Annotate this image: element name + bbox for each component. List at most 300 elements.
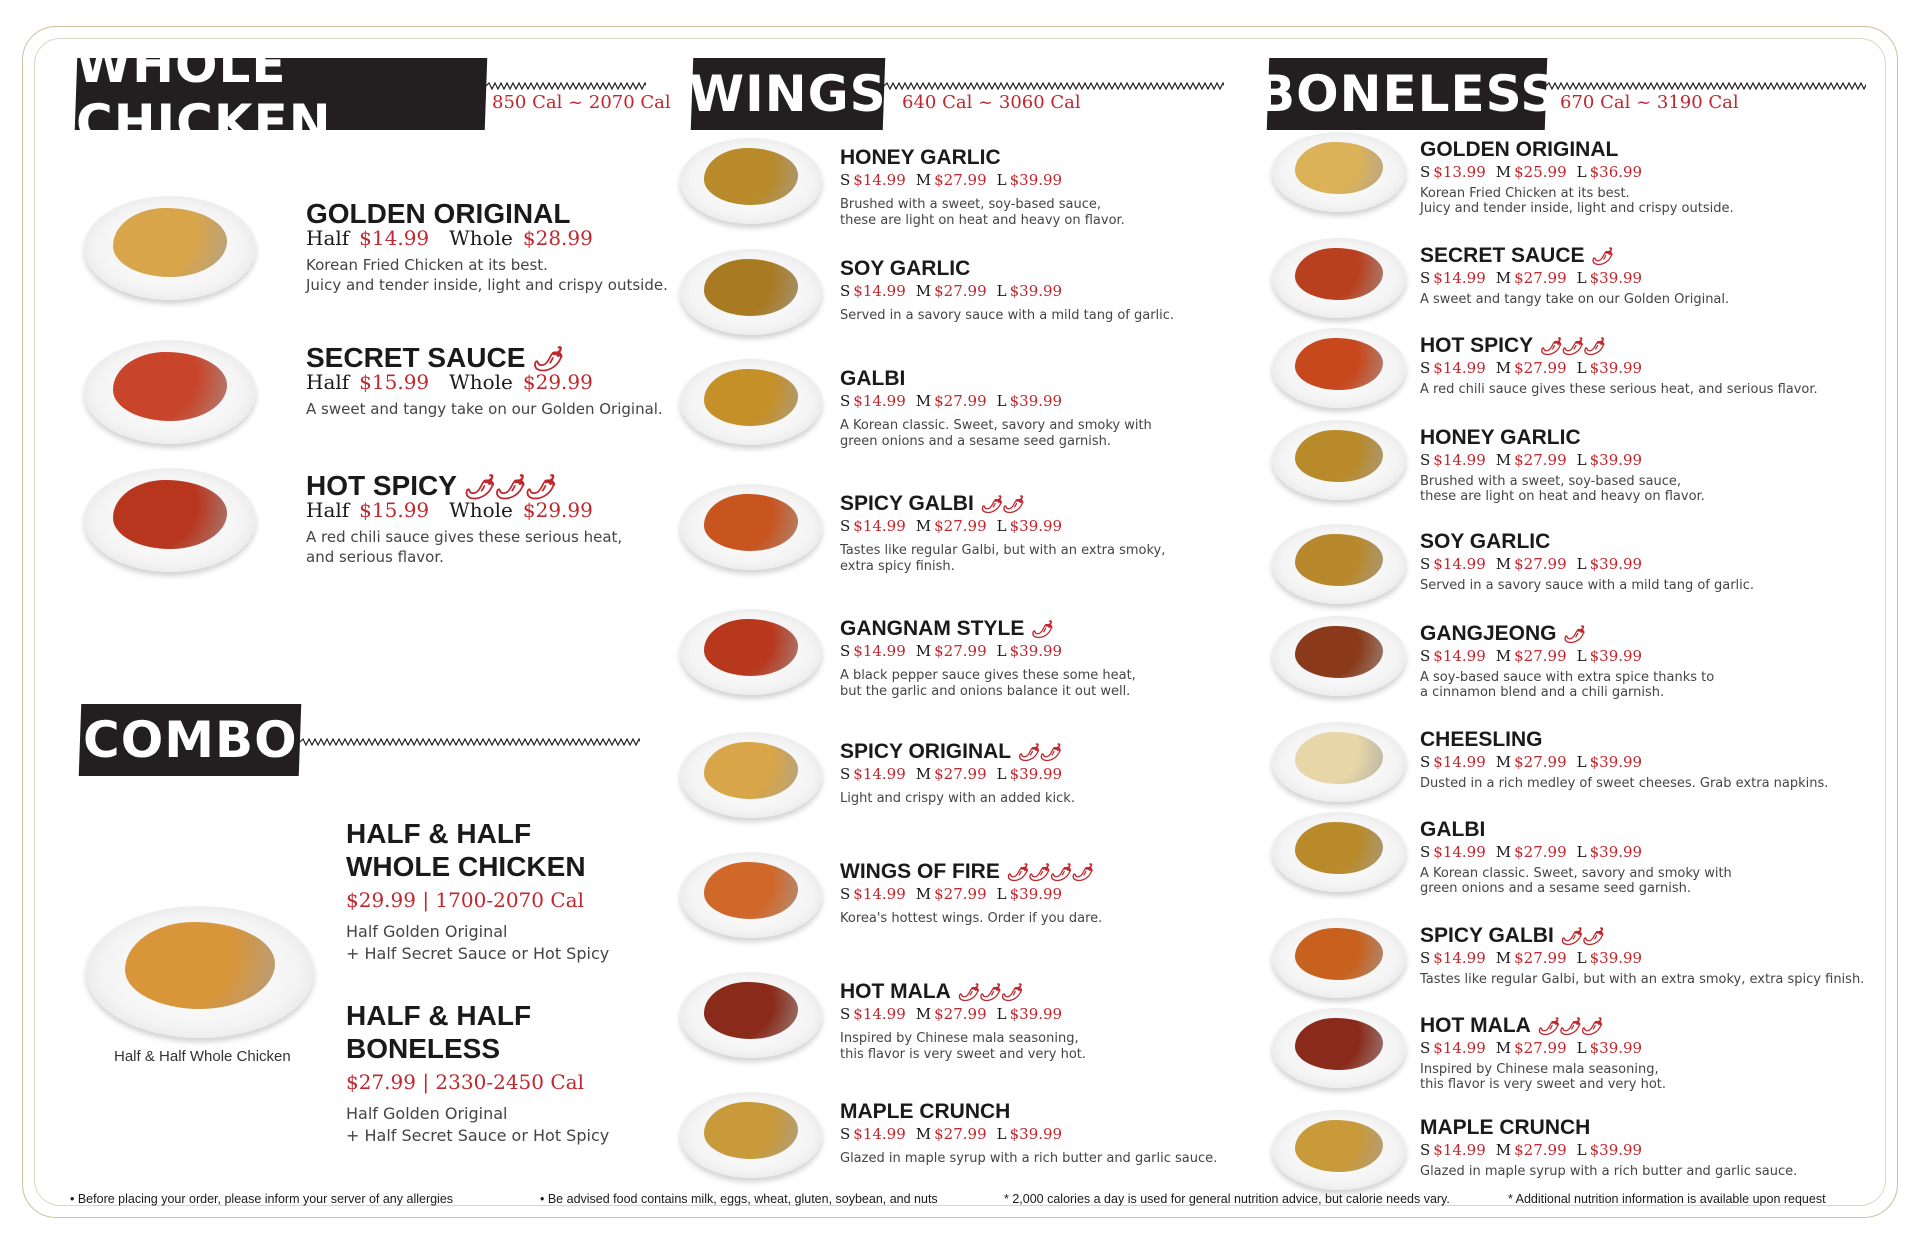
- combo-name: WHOLE CHICKEN: [346, 851, 586, 882]
- boneless-cal: 670 Cal ~ 3190 Cal: [1560, 92, 1739, 113]
- boneless-item-7-plate: [1272, 812, 1406, 892]
- wings-item-4-plate: [680, 609, 822, 695]
- size-label: M: [1495, 1039, 1512, 1057]
- size-label: S: [1420, 359, 1431, 377]
- item-desc: Inspired by Chinese mala seasoning,: [840, 1031, 1079, 1046]
- boneless-item-2-plate: [1272, 328, 1406, 408]
- size-price: $27.99: [1514, 269, 1567, 287]
- price-line: [840, 1125, 1062, 1143]
- size-label: L: [996, 392, 1007, 410]
- size-price: $14.99: [853, 765, 906, 783]
- boneless-item-5-plate: [1272, 616, 1406, 696]
- boneless-item-1-food: [1295, 248, 1383, 301]
- whole-cal: 850 Cal ~ 2070 Cal: [492, 92, 671, 113]
- size-label: S: [840, 885, 851, 903]
- size-label: L: [996, 885, 1007, 903]
- item-name-text: GOLDEN ORIGINAL: [1420, 138, 1619, 161]
- size-label: L: [1576, 647, 1587, 665]
- item-name-text: MAPLE CRUNCH: [840, 1100, 1011, 1123]
- size-price: $14.99: [853, 171, 906, 189]
- chili-pepper-icon: 🌶🌶🌶: [1539, 337, 1604, 356]
- size-price: $14.99: [853, 885, 906, 903]
- combo-image-plate: [86, 906, 314, 1038]
- chili-pepper-icon: 🌶🌶: [979, 495, 1023, 514]
- item-desc: this flavor is very sweet and very hot.: [840, 1047, 1087, 1062]
- size-price: $14.99: [853, 282, 906, 300]
- size-price: $27.99: [934, 282, 987, 300]
- price-line: [840, 517, 1062, 535]
- item-desc: Brushed with a sweet, soy-based sauce,: [840, 197, 1101, 212]
- combo-price: $29.99 | 1700-2070 Cal: [346, 888, 584, 912]
- item-name: [1420, 924, 1603, 948]
- item-desc: A black pepper sauce gives these some heat,: [840, 668, 1136, 683]
- wings-wavy-line: [884, 82, 1224, 90]
- item-name: [1420, 334, 1604, 358]
- price-line: [1420, 1039, 1642, 1057]
- item-desc: Served in a savory sauce with a mild tang of garlic.: [1420, 578, 1755, 593]
- size-label: S: [1420, 753, 1431, 771]
- item-desc: Juicy and tender inside, light and crispy outside.: [306, 276, 668, 294]
- item-desc: Brushed with a sweet, soy-based sauce,: [1420, 474, 1681, 489]
- size-price: $39.99: [1009, 392, 1063, 410]
- whole-price-value: $29.99: [522, 498, 593, 522]
- price-line: [1420, 647, 1642, 665]
- item-desc: Glazed in maple syrup with a rich butter and garlic sauce.: [840, 1151, 1218, 1166]
- item-name-text: SECRET SAUCE: [306, 342, 526, 373]
- size-label: L: [996, 642, 1007, 660]
- wings-item-6-plate: [680, 852, 822, 938]
- item-name-text: HOT SPICY: [1420, 334, 1534, 357]
- size-price: $27.99: [1514, 555, 1567, 573]
- boneless-item-4-plate: [1272, 524, 1406, 604]
- item-name-text: HONEY GARLIC: [1420, 426, 1581, 449]
- size-label: S: [1420, 555, 1431, 573]
- boneless-item-7-food: [1295, 822, 1383, 875]
- footer-note: * 2,000 calories a day is used for general nutrition advice, but calorie needs vary.: [1004, 1192, 1450, 1206]
- size-label: M: [915, 1125, 932, 1143]
- size-label: S: [840, 1125, 851, 1143]
- size-price: $39.99: [1589, 843, 1643, 861]
- whole-label: Whole: [449, 498, 513, 522]
- chili-pepper-icon: 🌶🌶: [1017, 743, 1061, 762]
- wings-item-5-plate: [680, 732, 822, 818]
- item-desc: Light and crispy with an added kick.: [840, 791, 1075, 806]
- boneless-banner: [1256, 58, 1558, 130]
- size-label: S: [1420, 1141, 1431, 1159]
- combo-name: BONELESS: [346, 1033, 501, 1064]
- combo-title: COMBO: [82, 711, 298, 769]
- size-label: M: [1495, 753, 1512, 771]
- boneless-item-10-food: [1295, 1120, 1383, 1173]
- size-label: S: [1420, 269, 1431, 287]
- item-name: [840, 860, 1092, 884]
- size-label: L: [1576, 949, 1587, 967]
- item-name-text: GALBI: [1420, 818, 1486, 841]
- wings-item-3-food: [704, 494, 798, 551]
- size-price: $14.99: [1433, 1039, 1486, 1057]
- price-line: [1420, 451, 1642, 469]
- boneless-item-6-food: [1295, 732, 1383, 785]
- boneless-item-6-plate: [1272, 722, 1406, 802]
- combo-desc: + Half Secret Sauce or Hot Spicy: [346, 944, 610, 963]
- price-line: [1420, 753, 1642, 771]
- size-price: $27.99: [934, 1005, 987, 1023]
- size-price: $39.99: [1009, 1005, 1063, 1023]
- item-name-text: GALBI: [840, 367, 906, 390]
- wings-item-8-plate: [680, 1092, 822, 1178]
- item-name: [840, 146, 1001, 170]
- chili-pepper-icon: 🌶: [1030, 620, 1052, 639]
- whole-label: Whole: [449, 226, 513, 250]
- boneless-item-5-food: [1295, 626, 1383, 679]
- item-name: [840, 740, 1060, 764]
- whole-item-1-food: [113, 352, 227, 421]
- size-label: L: [1576, 451, 1587, 469]
- item-name-text: MAPLE CRUNCH: [1420, 1116, 1591, 1139]
- item-desc: and serious flavor.: [306, 548, 444, 566]
- item-name: [1420, 426, 1581, 450]
- wings-item-4-food: [704, 619, 798, 676]
- chili-pepper-icon: 🌶🌶🌶🌶: [1005, 863, 1093, 882]
- half-price: $15.99: [359, 370, 430, 394]
- boneless-title: BONELESS: [1256, 65, 1558, 123]
- boneless-item-8-plate: [1272, 918, 1406, 998]
- boneless-item-4-food: [1295, 534, 1383, 587]
- item-desc: Inspired by Chinese mala seasoning,: [1420, 1062, 1659, 1077]
- size-price: $39.99: [1589, 1141, 1643, 1159]
- size-price: $39.99: [1589, 451, 1643, 469]
- item-name-text: HOT SPICY: [306, 470, 457, 501]
- size-price: $27.99: [1514, 753, 1567, 771]
- item-name: [1420, 728, 1543, 752]
- combo-price: $27.99 | 2330-2450 Cal: [346, 1070, 584, 1094]
- size-label: M: [915, 517, 932, 535]
- size-label: L: [996, 171, 1007, 189]
- size-price: $27.99: [934, 517, 987, 535]
- wings-banner: [691, 58, 886, 130]
- size-price: $14.99: [1433, 451, 1486, 469]
- size-price: $14.99: [1433, 647, 1486, 665]
- boneless-item-0-plate: [1272, 132, 1406, 212]
- size-label: M: [915, 392, 932, 410]
- item-name-text: SPICY GALBI: [1420, 924, 1554, 947]
- size-price: $14.99: [853, 517, 906, 535]
- size-price: $27.99: [934, 642, 987, 660]
- price-line: [840, 1005, 1062, 1023]
- size-price: $27.99: [1514, 1039, 1567, 1057]
- item-name: [840, 617, 1052, 641]
- size-price: $27.99: [1514, 359, 1567, 377]
- price-line: [1420, 1141, 1642, 1159]
- wings-item-2-food: [704, 369, 798, 426]
- item-name-text: SECRET SAUCE: [1420, 244, 1585, 267]
- whole-item-2-plate: [84, 468, 256, 572]
- size-price: $39.99: [1009, 171, 1063, 189]
- size-price: $14.99: [853, 642, 906, 660]
- boneless-item-10-plate: [1272, 1110, 1406, 1190]
- wings-item-1-food: [704, 259, 798, 316]
- size-price: $27.99: [1514, 647, 1567, 665]
- combo-banner: [79, 704, 302, 776]
- item-name: [840, 980, 1022, 1004]
- footer-note: * Additional nutrition information is available upon request: [1508, 1192, 1826, 1206]
- size-price: $39.99: [1009, 765, 1063, 783]
- half-label: Half: [306, 370, 350, 394]
- size-label: L: [1576, 753, 1587, 771]
- whole-label: Whole: [449, 370, 513, 394]
- wings-item-0-plate: [680, 138, 822, 224]
- price-line: [840, 171, 1062, 189]
- chili-pepper-icon: 🌶🌶🌶: [1536, 1017, 1602, 1036]
- size-label: M: [1495, 843, 1512, 861]
- size-label: L: [1576, 269, 1587, 287]
- size-label: S: [840, 282, 851, 300]
- wings-item-6-food: [704, 862, 798, 919]
- size-label: L: [996, 282, 1007, 300]
- wings-item-2-plate: [680, 359, 822, 445]
- whole-item-0-food: [113, 208, 227, 277]
- chili-pepper-icon: 🌶: [1562, 625, 1585, 644]
- size-label: S: [840, 392, 851, 410]
- size-label: S: [1420, 647, 1431, 665]
- size-label: S: [840, 642, 851, 660]
- boneless-item-8-food: [1295, 928, 1383, 981]
- size-label: M: [915, 642, 932, 660]
- size-price: $14.99: [1433, 269, 1486, 287]
- item-desc: Dusted in a rich medley of sweet cheeses. Grab extra napkins.: [1420, 776, 1829, 791]
- wings-item-0-food: [704, 148, 798, 205]
- size-price: $14.99: [1433, 1141, 1486, 1159]
- item-name-text: HOT MALA: [840, 980, 951, 1003]
- size-label: M: [915, 1005, 932, 1023]
- item-desc: A sweet and tangy take on our Golden Original.: [1420, 292, 1730, 307]
- wings-item-1-plate: [680, 249, 822, 335]
- item-desc: green onions and a sesame seed garnish.: [840, 434, 1112, 449]
- size-label: S: [1420, 1039, 1431, 1057]
- size-label: M: [1495, 555, 1512, 573]
- item-name-text: CHEESLING: [1420, 728, 1543, 751]
- item-desc: Korean Fried Chicken at its best.: [306, 256, 548, 274]
- item-name-text: SOY GARLIC: [1420, 530, 1551, 553]
- whole-price: [306, 370, 593, 394]
- size-label: M: [1495, 949, 1512, 967]
- boneless-wavy-line: [1546, 82, 1866, 90]
- chili-pepper-icon: 🌶🌶: [1559, 927, 1603, 946]
- size-label: L: [996, 765, 1007, 783]
- whole-chicken-banner: [75, 36, 488, 152]
- item-name: [1420, 530, 1550, 554]
- chili-pepper-icon: 🌶🌶🌶: [956, 983, 1022, 1002]
- size-price: $27.99: [1514, 843, 1567, 861]
- size-price: $39.99: [1009, 282, 1063, 300]
- size-label: L: [996, 517, 1007, 535]
- size-price: $14.99: [1433, 555, 1486, 573]
- item-name-text: GANGJEONG: [1420, 622, 1557, 645]
- size-price: $39.99: [1589, 359, 1643, 377]
- item-desc: Served in a savory sauce with a mild tang of garlic.: [840, 308, 1175, 323]
- item-desc: extra spicy finish.: [840, 559, 955, 574]
- chili-pepper-icon: 🌶: [1590, 247, 1613, 266]
- item-desc: Glazed in maple syrup with a rich butter and garlic sauce.: [1420, 1164, 1798, 1179]
- boneless-item-1-plate: [1272, 238, 1406, 318]
- whole-price: [306, 226, 593, 250]
- item-name: [840, 367, 905, 391]
- half-label: Half: [306, 498, 350, 522]
- size-label: S: [840, 517, 851, 535]
- item-desc: Korea's hottest wings. Order if you dare.: [840, 911, 1103, 926]
- size-price: $27.99: [934, 171, 987, 189]
- item-desc: A soy-based sauce with extra spice thanks to: [1420, 670, 1715, 685]
- item-desc: A Korean classic. Sweet, savory and smoky with: [840, 418, 1152, 433]
- price-line: [1420, 359, 1642, 377]
- half-label: Half: [306, 226, 350, 250]
- wings-item-5-food: [704, 742, 798, 799]
- wings-item-3-plate: [680, 484, 822, 570]
- whole-item-2-food: [113, 480, 227, 549]
- price-line: [1420, 269, 1642, 287]
- combo-desc: + Half Secret Sauce or Hot Spicy: [346, 1126, 610, 1145]
- item-name-text: SOY GARLIC: [840, 257, 971, 280]
- item-name: [1420, 1116, 1590, 1140]
- item-name: [840, 257, 970, 281]
- size-price: $27.99: [934, 885, 987, 903]
- whole-price: [306, 498, 593, 522]
- item-desc: A Korean classic. Sweet, savory and smoky with: [1420, 866, 1732, 881]
- size-price: $13.99: [1433, 163, 1486, 181]
- size-price: $27.99: [934, 765, 987, 783]
- whole-chicken-title: WHOLE CHICKEN: [76, 36, 332, 152]
- size-label: M: [1495, 163, 1512, 181]
- half-price: $15.99: [359, 498, 430, 522]
- size-price: $27.99: [934, 1125, 987, 1143]
- wings-cal: 640 Cal ~ 3060 Cal: [902, 92, 1081, 113]
- footer-note: • Before placing your order, please inform your server of any allergies: [70, 1192, 454, 1206]
- size-price: $27.99: [1514, 949, 1567, 967]
- size-label: S: [1420, 843, 1431, 861]
- combo-name: HALF & HALF: [346, 1000, 532, 1031]
- size-label: S: [840, 765, 851, 783]
- size-label: M: [1495, 451, 1512, 469]
- item-name-text: HONEY GARLIC: [840, 146, 1001, 169]
- item-desc: but the garlic and onions balance it out well.: [840, 684, 1131, 699]
- whole-wavy-line: [486, 82, 646, 90]
- boneless-item-3-food: [1295, 430, 1383, 483]
- half-price: $14.99: [359, 226, 430, 250]
- price-line: [840, 765, 1062, 783]
- item-desc: Tastes like regular Galbi, but with an extra smoky,: [840, 543, 1166, 558]
- item-name-text: SPICY ORIGINAL: [840, 740, 1012, 763]
- item-name-text: WINGS OF FIRE: [840, 860, 1000, 883]
- size-price: $39.99: [1589, 949, 1643, 967]
- item-desc: Tastes like regular Galbi, but with an extra smoky, extra spicy finish.: [1420, 972, 1865, 987]
- size-label: L: [1576, 359, 1587, 377]
- size-price: $27.99: [1514, 451, 1567, 469]
- size-label: M: [915, 885, 932, 903]
- size-price: $39.99: [1589, 555, 1643, 573]
- size-label: S: [840, 171, 851, 189]
- item-name: [840, 1100, 1010, 1124]
- item-desc: A sweet and tangy take on our Golden Original.: [306, 400, 663, 418]
- item-name-text: GOLDEN ORIGINAL: [306, 198, 571, 229]
- boneless-item-2-food: [1295, 338, 1383, 391]
- price-line: [840, 392, 1062, 410]
- item-name: [1420, 622, 1584, 646]
- size-price: $39.99: [1589, 753, 1643, 771]
- chili-pepper-icon: 🌶: [531, 346, 562, 373]
- footer-note: • Be advised food contains milk, eggs, wheat, gluten, soybean, and nuts: [540, 1192, 938, 1206]
- item-name: [1420, 818, 1485, 842]
- item-desc: Juicy and tender inside, light and crispy outside.: [1420, 201, 1734, 216]
- price-line: [840, 282, 1062, 300]
- item-name: [1420, 244, 1612, 268]
- size-price: $14.99: [1433, 359, 1486, 377]
- item-desc: A red chili sauce gives these serious heat, and serious flavor.: [1420, 382, 1818, 397]
- size-price: $39.99: [1009, 885, 1063, 903]
- combo-image-food: [125, 922, 275, 1009]
- item-name: [1420, 138, 1618, 162]
- whole-price-value: $28.99: [522, 226, 593, 250]
- size-label: L: [996, 1005, 1007, 1023]
- size-label: M: [1495, 1141, 1512, 1159]
- price-line: [840, 885, 1062, 903]
- size-label: L: [1576, 843, 1587, 861]
- wings-item-7-plate: [680, 972, 822, 1058]
- size-label: M: [1495, 359, 1512, 377]
- size-price: $39.99: [1589, 647, 1643, 665]
- size-label: L: [996, 1125, 1007, 1143]
- item-name: [1420, 1014, 1602, 1038]
- size-price: $14.99: [853, 392, 906, 410]
- boneless-item-0-food: [1295, 142, 1383, 195]
- price-line: [1420, 163, 1642, 181]
- size-label: L: [1576, 1141, 1587, 1159]
- size-label: M: [915, 765, 932, 783]
- combo-desc: Half Golden Original: [346, 1104, 508, 1123]
- size-price: $36.99: [1589, 163, 1643, 181]
- size-price: $39.99: [1589, 269, 1643, 287]
- size-label: S: [840, 1005, 851, 1023]
- wings-item-8-food: [704, 1102, 798, 1159]
- item-desc: these are light on heat and heavy on flavor.: [1420, 489, 1705, 504]
- size-price: $39.99: [1009, 642, 1063, 660]
- size-label: M: [1495, 269, 1512, 287]
- size-price: $14.99: [1433, 843, 1486, 861]
- size-label: M: [1495, 647, 1512, 665]
- size-price: $39.99: [1009, 1125, 1063, 1143]
- item-name-text: SPICY GALBI: [840, 492, 974, 515]
- size-price: $14.99: [853, 1005, 906, 1023]
- price-line: [840, 642, 1062, 660]
- combo-desc: Half Golden Original: [346, 922, 508, 941]
- wings-item-7-food: [704, 982, 798, 1039]
- boneless-item-9-plate: [1272, 1008, 1406, 1088]
- item-desc: Korean Fried Chicken at its best.: [1420, 186, 1630, 201]
- size-label: S: [1420, 949, 1431, 967]
- boneless-item-3-plate: [1272, 420, 1406, 500]
- wings-title: WINGS: [689, 65, 887, 123]
- combo-name: HALF & HALF: [346, 818, 532, 849]
- combo-wavy-line: [300, 738, 640, 746]
- size-price: $14.99: [853, 1125, 906, 1143]
- chili-pepper-icon: 🌶🌶🌶: [462, 474, 555, 501]
- size-label: S: [1420, 451, 1431, 469]
- item-desc: these are light on heat and heavy on flavor.: [840, 213, 1125, 228]
- size-price: $14.99: [1433, 753, 1486, 771]
- price-line: [1420, 949, 1642, 967]
- price-line: [1420, 555, 1642, 573]
- size-price: $27.99: [934, 392, 987, 410]
- whole-item-1-plate: [84, 340, 256, 444]
